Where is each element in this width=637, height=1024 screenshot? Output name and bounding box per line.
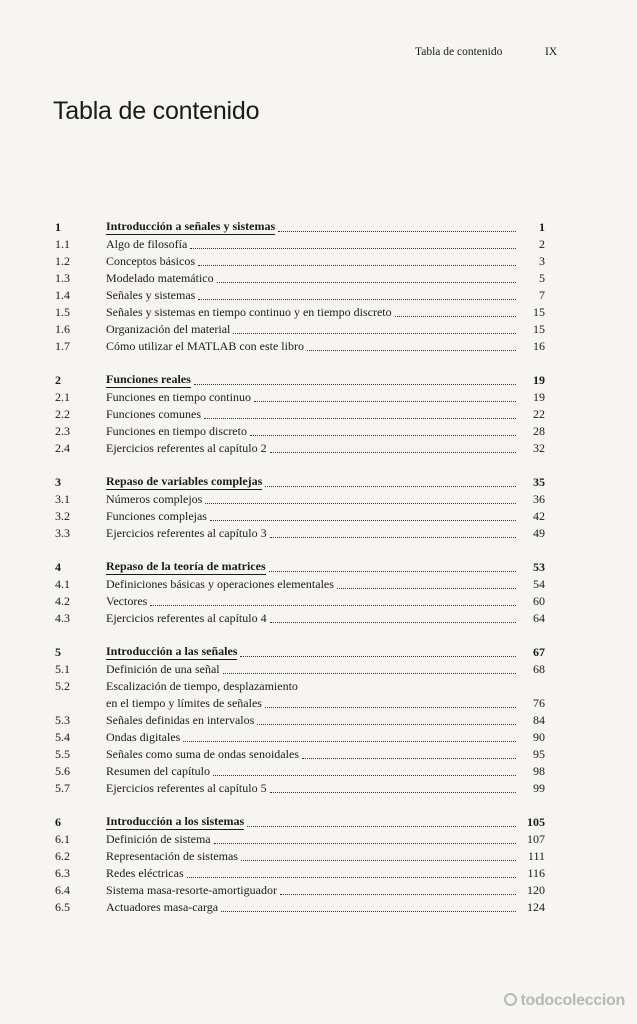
section-row-number: 4.1 <box>55 577 70 591</box>
section-row <box>55 337 545 354</box>
chapter-row-title: Repaso de variables complejas <box>106 474 263 488</box>
section-row <box>55 864 545 881</box>
section-row <box>55 728 545 745</box>
dot-leader <box>270 537 516 538</box>
section-row <box>55 660 545 677</box>
section-row <box>55 694 545 711</box>
section-row-number: 2.2 <box>55 407 70 421</box>
section-row-title: Ejercicios referentes al capítulo 3 <box>106 526 267 540</box>
chapter-row-number: 3 <box>55 475 61 489</box>
chapter-row <box>55 813 545 830</box>
section-row-number: 1.7 <box>55 339 70 353</box>
section-row <box>55 252 545 269</box>
section-row <box>55 898 545 915</box>
section-row-title: Funciones comunes <box>106 407 201 421</box>
section-row-page: 99 <box>533 781 545 795</box>
dot-leader <box>250 435 516 436</box>
dot-leader <box>241 860 516 861</box>
section-row-title: Señales y sistemas <box>106 288 196 302</box>
section-row-page: 111 <box>527 849 545 863</box>
dot-leader <box>150 605 516 606</box>
section-row-number: 5.1 <box>55 662 70 676</box>
section-row-page: 120 <box>527 883 545 897</box>
section-row-number: 4.2 <box>55 594 70 608</box>
section-row-page: 95 <box>533 747 545 761</box>
section-row <box>55 439 545 456</box>
section-row-number: 5.2 <box>55 679 70 693</box>
section-row-page: 16 <box>533 339 545 353</box>
chapter-row-page: 19 <box>533 373 545 387</box>
section-row-page: 107 <box>527 832 545 846</box>
dot-leader <box>187 877 516 878</box>
section-row-number: 5.6 <box>55 764 70 778</box>
section-row-number: 5.7 <box>55 781 70 795</box>
section-row <box>55 779 545 796</box>
section-row <box>55 609 545 626</box>
section-row-number: 6.3 <box>55 866 70 880</box>
section-row-number: 6.2 <box>55 849 70 863</box>
section-row-page: 64 <box>533 611 545 625</box>
section-row-title: Ejercicios referentes al capítulo 2 <box>106 441 267 455</box>
section-row-title: Funciones complejas <box>106 509 207 523</box>
dot-leader <box>233 333 516 334</box>
section-row-number: 1.3 <box>55 271 70 285</box>
section-row-page: 2 <box>539 237 545 251</box>
section-row-number: 5.5 <box>55 747 70 761</box>
section-row <box>55 235 545 252</box>
section-row <box>55 575 545 592</box>
section-row-title: Ondas digitales <box>106 730 181 744</box>
section-row-title: Números complejos <box>106 492 203 506</box>
section-row-title: Actuadores masa-carga <box>106 900 219 914</box>
section-row <box>55 388 545 405</box>
dot-leader <box>247 826 516 827</box>
section-row-title: Modelado matemático <box>106 271 214 285</box>
section-row-title: Algo de filosofía <box>106 237 188 251</box>
dot-leader <box>205 503 516 504</box>
section-row-title: Escalización de tiempo, desplazamiento <box>106 679 298 693</box>
section-row-title: Funciones en tiempo discreto <box>106 424 247 438</box>
chapter-row <box>55 218 545 235</box>
section-row-title: Definiciones básicas y operaciones elementales <box>106 577 334 591</box>
section-row-title: Señales definidas en intervalos <box>106 713 255 727</box>
dot-leader <box>269 571 516 572</box>
dot-leader <box>204 418 516 419</box>
table-of-contents <box>55 218 545 915</box>
section-row <box>55 592 545 609</box>
chapter-row <box>55 643 545 660</box>
section-row-page: 116 <box>527 866 545 880</box>
section-row-number: 2.3 <box>55 424 70 438</box>
watermark-text: todocoleccion <box>520 992 625 1009</box>
section-row-title: Definición de una señal <box>106 662 220 676</box>
section-row-title: Señales como suma de ondas senoidales <box>106 747 299 761</box>
section-row-page: 84 <box>533 713 545 727</box>
section-row <box>55 745 545 762</box>
chapter-row-page: 105 <box>527 815 545 829</box>
section-row-number: 1.4 <box>55 288 70 302</box>
dot-leader <box>307 350 516 351</box>
dot-leader <box>183 741 516 742</box>
section-row-number: 5.3 <box>55 713 70 727</box>
section-row-page: 42 <box>533 509 545 523</box>
section-row-number: 3.3 <box>55 526 70 540</box>
section-row-page: 36 <box>533 492 545 506</box>
chapter-row-page: 35 <box>533 475 545 489</box>
section-row-page: 60 <box>533 594 545 608</box>
dot-leader <box>278 231 516 232</box>
section-row <box>55 490 545 507</box>
chapter-row-title: Funciones reales <box>106 372 191 386</box>
chapter-row-title: Repaso de la teoría de matrices <box>106 559 266 573</box>
section-row <box>55 847 545 864</box>
section-row-title: Representación de sistemas <box>106 849 238 863</box>
section-row-title: en el tiempo y límites de señales <box>106 696 262 710</box>
section-row-page: 90 <box>533 730 545 744</box>
dot-leader <box>214 843 516 844</box>
chapter-row-page: 1 <box>539 220 545 234</box>
section-row-page: 22 <box>533 407 545 421</box>
section-row-title: Redes eléctricas <box>106 866 184 880</box>
section-row-title: Ejercicios referentes al capítulo 5 <box>106 781 267 795</box>
dot-leader <box>213 775 516 776</box>
section-row-title: Organización del material <box>106 322 231 336</box>
section-row-number: 6.1 <box>55 832 70 846</box>
dot-leader <box>265 486 516 487</box>
dot-leader <box>190 248 516 249</box>
dot-leader <box>265 707 516 708</box>
section-row <box>55 762 545 779</box>
chapter-row-number: 5 <box>55 645 61 659</box>
section-row-page: 15 <box>533 322 545 336</box>
section-row-page: 15 <box>533 305 545 319</box>
chapter-row-page: 67 <box>533 645 545 659</box>
section-row-title: Ejercicios referentes al capítulo 4 <box>106 611 267 625</box>
section-row-title: Sistema masa-resorte-amortiguador <box>106 883 277 897</box>
section-row-page: 124 <box>527 900 545 914</box>
section-row-title: Conceptos básicos <box>106 254 195 268</box>
running-header <box>415 46 558 58</box>
chapter-row <box>55 371 545 388</box>
dot-leader <box>223 673 516 674</box>
dot-leader <box>254 401 516 402</box>
section-row-number: 4.3 <box>55 611 70 625</box>
section-row-page: 68 <box>533 662 545 676</box>
section-row-number: 3.2 <box>55 509 70 523</box>
section-row <box>55 422 545 439</box>
dot-leader <box>217 282 516 283</box>
dot-leader <box>198 299 516 300</box>
running-title: Tabla de contenido <box>415 46 503 58</box>
section-row <box>55 881 545 898</box>
chapter-row-number: 4 <box>55 560 61 574</box>
chapter-row-title: Introducción a señales y sistemas <box>106 219 276 233</box>
dot-leader <box>270 622 516 623</box>
section-row <box>55 303 545 320</box>
page-title: Tabla de contenido <box>53 97 260 125</box>
dot-leader <box>280 894 516 895</box>
section-row-page: 98 <box>533 764 545 778</box>
dot-leader <box>221 911 516 912</box>
section-row-title: Cómo utilizar el MATLAB con este libro <box>106 339 304 353</box>
dot-leader <box>270 792 516 793</box>
section-row-number: 1.2 <box>55 254 70 268</box>
section-row-page: 49 <box>533 526 545 540</box>
chapter-row-title: Introducción a las señales <box>106 644 238 658</box>
section-row-number: 6.4 <box>55 883 70 897</box>
section-row-number: 6.5 <box>55 900 70 914</box>
section-row-page: 19 <box>533 390 545 404</box>
section-row-number: 2.4 <box>55 441 70 455</box>
section-row-page: 3 <box>539 254 545 268</box>
section-row-page: 5 <box>539 271 545 285</box>
section-row-title: Funciones en tiempo continuo <box>106 390 251 404</box>
chapter-row-number: 2 <box>55 373 61 387</box>
section-row-title: Resumen del capítulo <box>106 764 210 778</box>
section-row-page: 32 <box>533 441 545 455</box>
section-row-number: 1.1 <box>55 237 70 251</box>
section-row-page: 28 <box>533 424 545 438</box>
section-row <box>55 711 545 728</box>
dot-leader <box>194 384 516 385</box>
section-row <box>55 405 545 422</box>
chapter-row-number: 1 <box>55 220 61 234</box>
section-row <box>55 677 545 694</box>
watermark-logo-icon <box>504 993 517 1006</box>
section-row-title: Vectores <box>106 594 148 608</box>
chapter-row-page: 53 <box>533 560 545 574</box>
section-row-number: 1.6 <box>55 322 70 336</box>
section-row-number: 1.5 <box>55 305 70 319</box>
section-row-title: Señales y sistemas en tiempo continuo y en tiempo discreto <box>106 305 392 319</box>
section-row-page: 76 <box>533 696 545 710</box>
dot-leader <box>210 520 516 521</box>
page-number: IX <box>545 46 558 58</box>
section-row-page: 7 <box>539 288 545 302</box>
dot-leader <box>337 588 516 589</box>
dot-leader <box>240 656 516 657</box>
section-row-page: 54 <box>533 577 545 591</box>
dot-leader <box>395 316 516 317</box>
dot-leader <box>198 265 516 266</box>
section-row <box>55 830 545 847</box>
chapter-row-number: 6 <box>55 815 61 829</box>
section-row-number: 5.4 <box>55 730 70 744</box>
section-row-number: 3.1 <box>55 492 70 506</box>
dot-leader <box>270 452 516 453</box>
chapter-row <box>55 558 545 575</box>
section-row <box>55 286 545 303</box>
section-row-number: 2.1 <box>55 390 70 404</box>
section-row <box>55 320 545 337</box>
watermark <box>504 992 625 1010</box>
section-row <box>55 524 545 541</box>
section-row <box>55 269 545 286</box>
section-row <box>55 507 545 524</box>
dot-leader <box>302 758 516 759</box>
section-row-title: Definición de sistema <box>106 832 211 846</box>
chapter-row <box>55 473 545 490</box>
chapter-row-title: Introducción a los sistemas <box>106 814 245 828</box>
dot-leader <box>257 724 516 725</box>
